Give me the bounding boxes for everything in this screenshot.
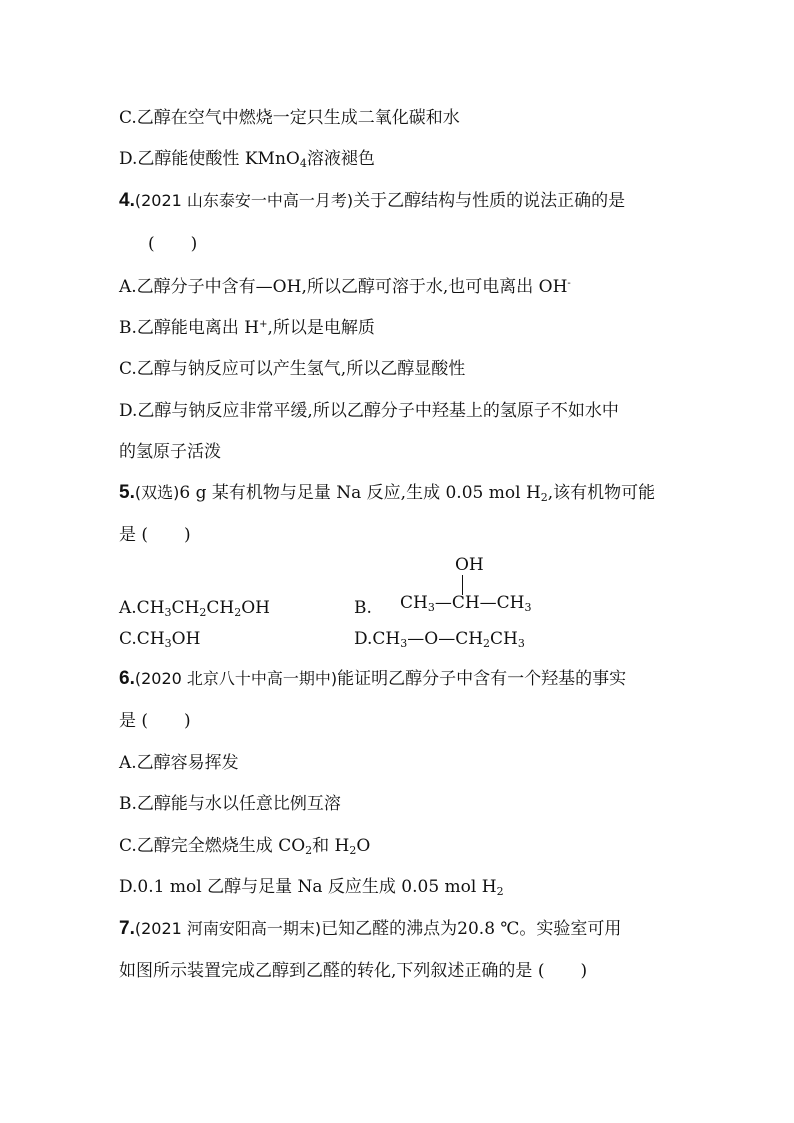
q4-option-d-line1: D.乙醇与钠反应非常平缓,所以乙醇分子中羟基上的氢原子不如水中 [119,401,619,421]
q5-option-d: $D.CH_3—O—CH_2CH_3$ [354,629,525,650]
q6-number: 6. [119,668,135,689]
q5-option-b-structure [400,555,550,615]
q6-source: (2020 北京八十中高一期中) [134,669,338,688]
bond-line [462,575,463,595]
q5-source: (双选) [134,483,180,502]
q3-option-d: D.乙醇能使酸性 KMnO$_4$溶液褪色 [119,149,375,170]
q5-option-c: $C.CH_3OH$ [119,629,201,650]
q5-stem-line2: 是 ( ) [119,525,191,545]
q5-stem: 5.(双选)6 g 某有机物与足量 Na 反应,生成 0.05 mol $H_2$,该有机物可能 [119,482,656,504]
q3-option-c: C.乙醇在空气中燃烧一定只生成二氧化碳和水 [119,108,460,128]
q5-option-a: $A.CH_3CH_2CH_2OH$ [119,598,270,619]
q7-stem-line2: 如图所示装置完成乙醇到乙醛的转化,下列叙述正确的是 ( ) [119,961,588,981]
hydroxyl-group: OH [455,555,484,575]
q4-option-c: C.乙醇与钠反应可以产生氢气,所以乙醇显酸性 [119,359,466,379]
q7-stem: 7.(2021 河南安阳高一期末)已知乙醛的沸点为20.8 ℃。实验室可用 [119,918,622,939]
q6-option-b: B.乙醇能与水以任意比例互溶 [119,794,341,814]
carbon-chain: $CH_3—CH—CH_3$ [400,593,532,614]
q6-stem-line2: 是 ( ) [119,711,191,731]
q4-stem: 4.(2021 山东泰安一中高一月考)关于乙醇结构与性质的说法正确的是 [119,190,626,211]
q7-number: 7. [119,918,135,939]
q6-option-c: C.乙醇完全燃烧生成 $CO_2$和 $H_2O$ [119,836,371,857]
q4-source: (2021 山东泰安一中高一月考) [134,191,354,210]
q4-number: 4. [119,190,135,211]
q6-option-d: D.0.1 mol 乙醇与足量 Na 反应生成 0.05 mol $H_2$ [119,877,504,898]
q4-option-a: A.乙醇分子中含有—OH,所以乙醇可溶于水,也可电离出 OH- [119,277,571,297]
q5-number: 5. [119,482,135,503]
q4-option-d-line2: 的氢原子活泼 [119,442,221,462]
q7-source: (2021 河南安阳高一期末) [134,919,322,938]
q4-answer-paren: ( ) [148,234,198,254]
q6-stem: 6.(2020 北京八十中高一期中)能证明乙醇分子中含有一个羟基的事实 [119,668,627,689]
q6-option-a: A.乙醇容易挥发 [119,753,239,773]
q5-option-b-label: B. [354,598,372,618]
q4-option-b: B.乙醇能电离出 H+,所以是电解质 [119,318,375,338]
